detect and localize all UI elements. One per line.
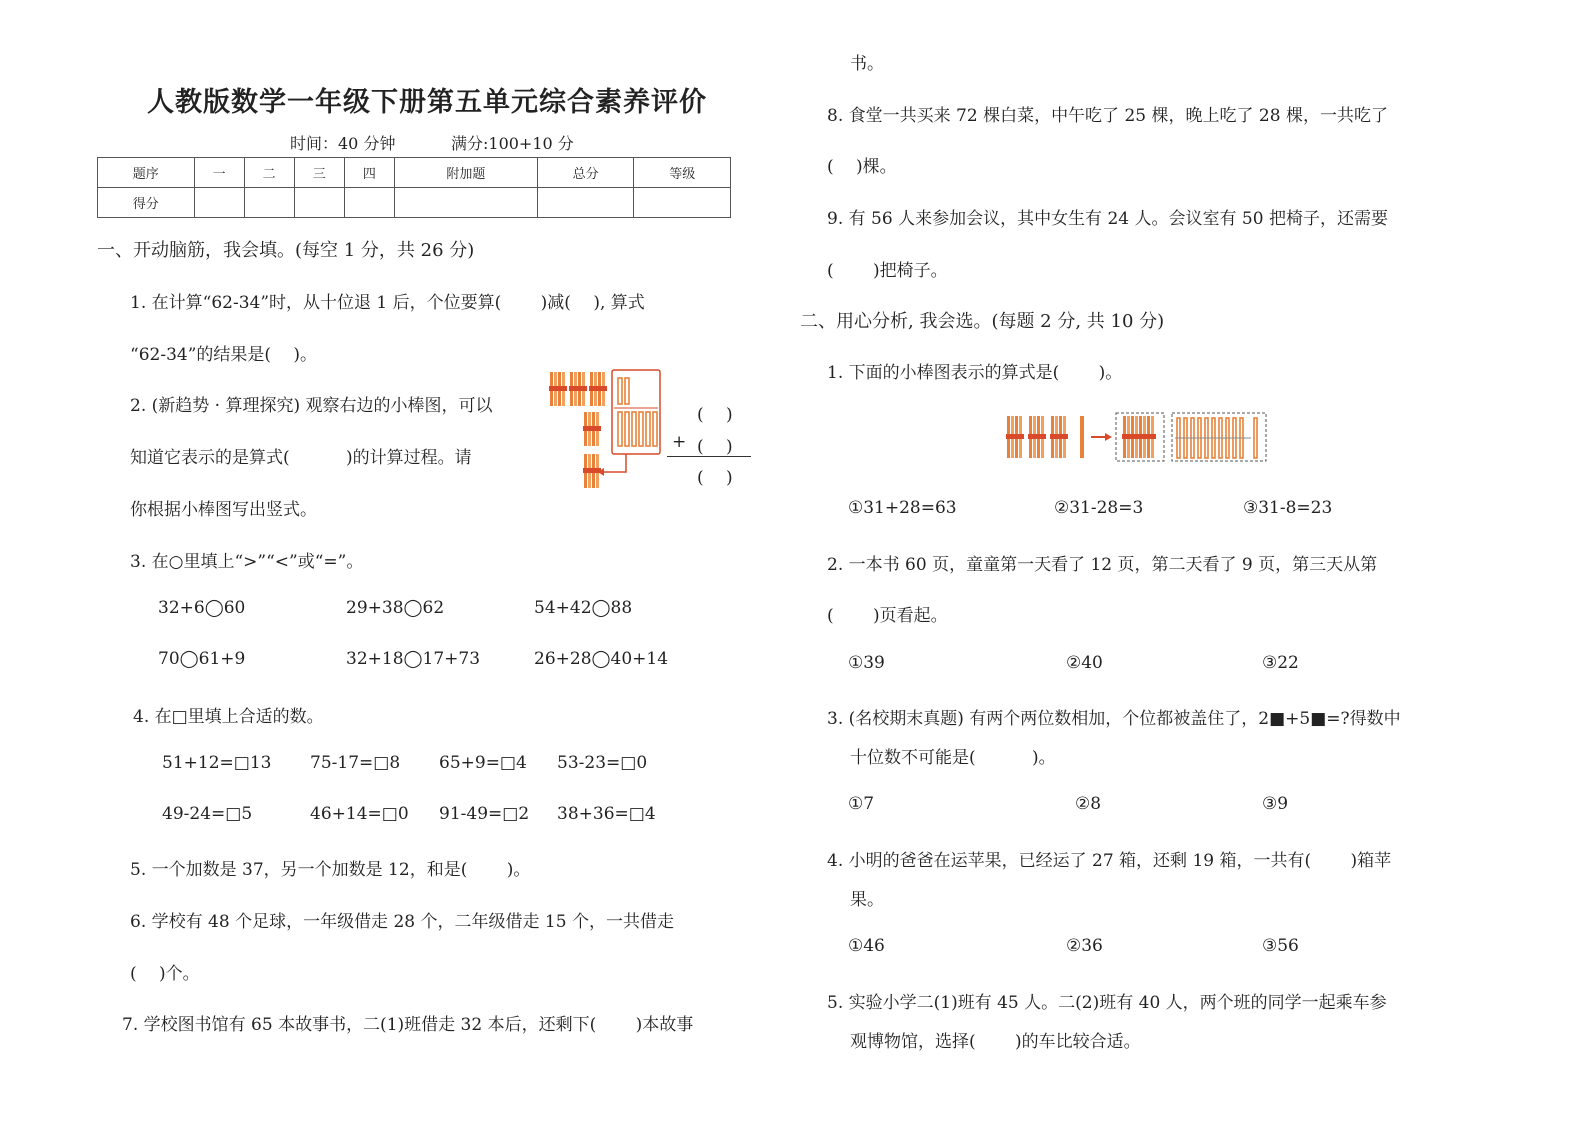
header-cell: 总分 bbox=[537, 158, 634, 188]
choice-1-option-2[interactable]: ②31-28=3 bbox=[1054, 498, 1144, 518]
question-6-line-1: 6. 学校有 48 个足球，一年级借走 28 个，二年级借走 15 个，一共借走 bbox=[130, 912, 674, 932]
question-4: 4. 在□里填上合适的数。 bbox=[133, 707, 324, 727]
choice-3-option-3[interactable]: ③9 bbox=[1262, 794, 1289, 814]
score-cell[interactable] bbox=[294, 188, 344, 218]
full-score: 满分:100+10 分 bbox=[451, 134, 574, 153]
q4-item: 51+12=□13 bbox=[162, 753, 272, 773]
question-9-line-1: 9. 有 56 人来参加会议，其中女生有 24 人。会议室有 50 把椅子，还需要 bbox=[827, 209, 1388, 229]
choice-2-option-2[interactable]: ②40 bbox=[1066, 653, 1103, 673]
header-cell: 附加题 bbox=[394, 158, 537, 188]
question-5: 5. 一个加数是 37，另一个加数是 12，和是( )。 bbox=[130, 860, 531, 880]
question-1-line-1: 1. 在计算“62-34”时，从十位退 1 后，个位要算( )减( ), 算式 bbox=[130, 293, 645, 313]
score-cell[interactable] bbox=[194, 188, 244, 218]
q3-item: 32+18◯17+73 bbox=[346, 649, 481, 669]
section-2-heading: 二、用心分析, 我会选。(每题 2 分, 共 10 分) bbox=[800, 311, 1165, 332]
choice-2-line-2: ( )页看起。 bbox=[827, 606, 948, 626]
q3-item: 29+38◯62 bbox=[346, 598, 445, 618]
question-1-line-2: “62-34”的结果是( )。 bbox=[130, 345, 318, 365]
header-cell: 等级 bbox=[634, 158, 731, 188]
choice-1-option-3[interactable]: ③31-8=23 bbox=[1243, 498, 1333, 518]
vertical-blank-1[interactable]: ( ) bbox=[697, 405, 733, 425]
q3-item: 54+42◯88 bbox=[534, 598, 633, 618]
vertical-rule bbox=[667, 456, 751, 457]
question-8-line-2: ( )棵。 bbox=[827, 157, 897, 177]
header-cell: 一 bbox=[194, 158, 244, 188]
choice-5-line-2: 观博物馆，选择( )的车比较合适。 bbox=[850, 1032, 1141, 1052]
choice-4-option-1[interactable]: ①46 bbox=[848, 936, 885, 956]
row-label: 得分 bbox=[98, 188, 195, 218]
header-cell: 题序 bbox=[98, 158, 195, 188]
choice-3-line-2: 十位数不可能是( )。 bbox=[850, 748, 1056, 768]
header-cell: 三 bbox=[294, 158, 344, 188]
choice-4-line-2: 果。 bbox=[850, 890, 884, 910]
q4-item: 65+9=□4 bbox=[439, 753, 527, 773]
vertical-blank-2[interactable]: ( ) bbox=[697, 437, 733, 457]
question-7-line-1: 7. 学校图书馆有 65 本故事书，二(1)班借走 32 本后，还剩下( )本故事 bbox=[122, 1015, 694, 1035]
section-1-heading: 一、开动脑筋，我会填。(每空 1 分，共 26 分) bbox=[97, 240, 475, 261]
vertical-blank-3[interactable]: ( ) bbox=[697, 468, 733, 488]
choice-4-line-1: 4. 小明的爸爸在运苹果，已经运了 27 箱，还剩 19 箱，一共有( )箱苹 bbox=[827, 851, 1392, 871]
score-cell[interactable] bbox=[634, 188, 731, 218]
score-table-header-row bbox=[98, 158, 731, 188]
plus-sign: + bbox=[672, 432, 687, 452]
choice-4-option-2[interactable]: ②36 bbox=[1066, 936, 1103, 956]
stick-diagram-c1 bbox=[1005, 410, 1270, 466]
stick-bundle-icon bbox=[549, 372, 607, 488]
q4-item: 38+36=□4 bbox=[557, 804, 656, 824]
choice-3-line-1: 3. (名校期末真题) 有两个两位数相加，个位都被盖住了，2■+5■=?得数中 bbox=[827, 709, 1401, 729]
choice-2-option-1[interactable]: ①39 bbox=[848, 653, 885, 673]
time-limit: 时间：40 分钟 bbox=[290, 134, 396, 153]
header-cell: 二 bbox=[244, 158, 294, 188]
q4-item: 53-23=□0 bbox=[557, 753, 648, 773]
choice-5-line-1: 5. 实验小学二(1)班有 45 人。二(2)班有 40 人，两个班的同学一起乘车参 bbox=[827, 993, 1387, 1013]
q4-item: 49-24=□5 bbox=[162, 804, 253, 824]
score-cell[interactable] bbox=[344, 188, 394, 218]
q3-item: 70◯61+9 bbox=[158, 649, 246, 669]
choice-2-line-1: 2. 一本书 60 页，童童第一天看了 12 页，第二天看了 9 页，第三天从第 bbox=[827, 555, 1378, 575]
score-cell[interactable] bbox=[394, 188, 537, 218]
q3-item: 32+6◯60 bbox=[158, 598, 246, 618]
page-title: 人教版数学一年级下册第五单元综合素养评价 bbox=[147, 87, 707, 118]
question-6-line-2: ( )个。 bbox=[130, 964, 200, 984]
q3-item: 26+28◯40+14 bbox=[534, 649, 669, 669]
question-2-line-3: 你根据小棒图写出竖式。 bbox=[130, 500, 317, 520]
score-table bbox=[97, 157, 731, 218]
choice-3-option-1[interactable]: ①7 bbox=[848, 794, 875, 814]
choice-4-option-3[interactable]: ③56 bbox=[1262, 936, 1299, 956]
question-2-line-1: 2. (新趋势 · 算理探究) 观察右边的小棒图，可以 bbox=[130, 396, 493, 416]
choice-3-option-2[interactable]: ②8 bbox=[1075, 794, 1102, 814]
stick-diagram-q2 bbox=[548, 368, 664, 492]
question-9-line-2: ( )把椅子。 bbox=[827, 261, 948, 281]
header-cell: 四 bbox=[344, 158, 394, 188]
question-3: 3. 在○里填上“>”“<”或“=”。 bbox=[130, 552, 364, 572]
choice-2-option-3[interactable]: ③22 bbox=[1262, 653, 1299, 673]
question-2-line-2: 知道它表示的是算式( )的计算过程。请 bbox=[130, 448, 472, 468]
q4-item: 91-49=□2 bbox=[439, 804, 530, 824]
question-8-line-1: 8. 食堂一共买来 72 棵白菜，中午吃了 25 棵，晚上吃了 28 棵，一共吃了 bbox=[827, 106, 1388, 126]
question-7-line-2: 书。 bbox=[850, 54, 884, 74]
q4-item: 46+14=□0 bbox=[310, 804, 409, 824]
score-cell[interactable] bbox=[537, 188, 634, 218]
choice-1: 1. 下面的小棒图表示的算式是( )。 bbox=[827, 363, 1123, 383]
q4-item: 75-17=□8 bbox=[310, 753, 401, 773]
score-table-score-row bbox=[98, 188, 731, 218]
score-cell[interactable] bbox=[244, 188, 294, 218]
choice-1-option-1[interactable]: ①31+28=63 bbox=[848, 498, 957, 518]
